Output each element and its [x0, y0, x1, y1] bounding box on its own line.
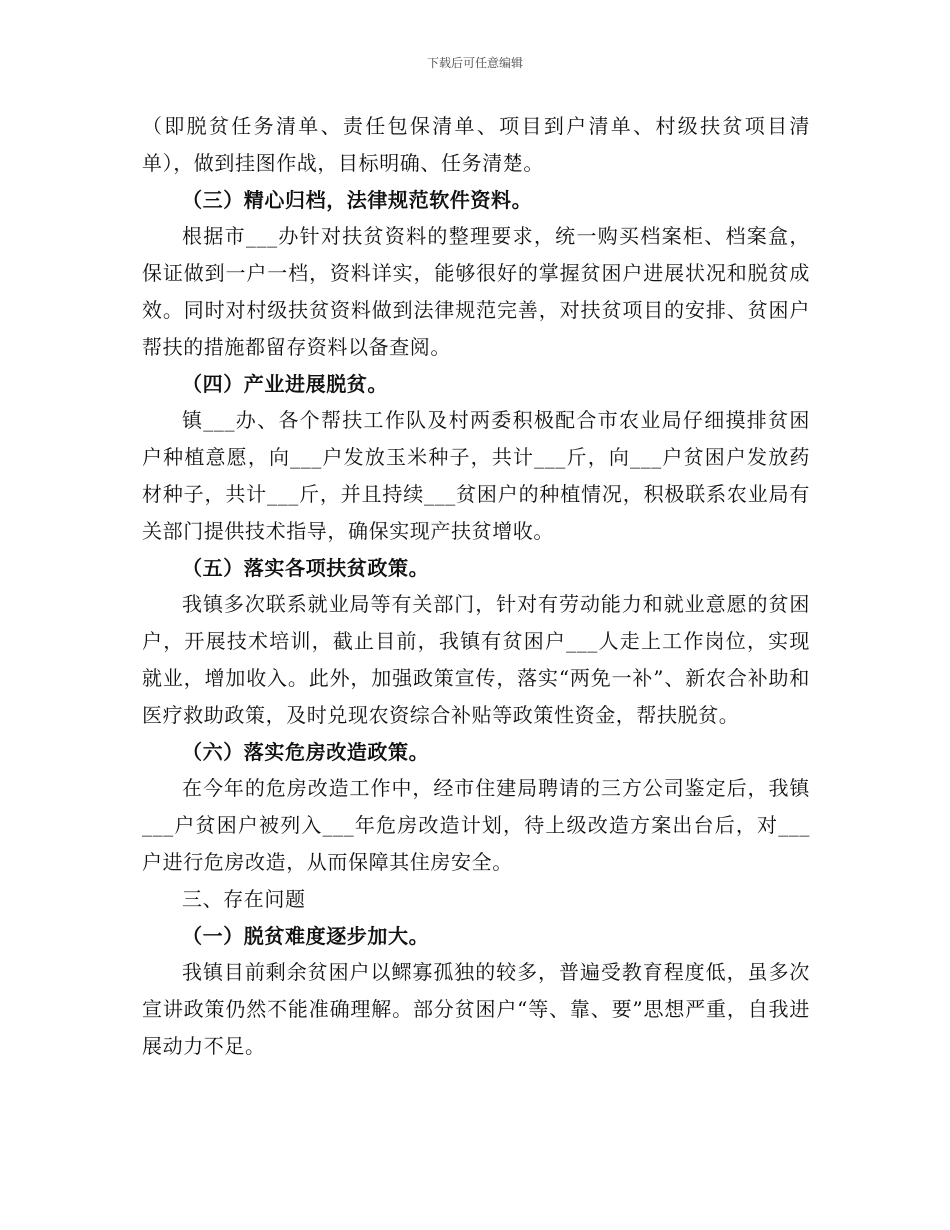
page-header: 下载后可任意编辑: [426, 56, 523, 70]
paragraph-industry: 镇___办、各个帮扶工作队及村两委积极配合市农业局仔细摸排贫困户种植意愿，向___户发放玉米种子，共计___斤，向___户贫困户发放药材种子，共计___斤，并且持续___贫困户的种植情况，积极联系农业局有关部门提供技术指导，确保实现产扶贫增收。: [142, 408, 810, 543]
paragraph-housing: 在今年的危房改造工作中，经市住建局聘请的三方公司鉴定后，我镇___户贫困户被列入___年危房改造计划，待上级改造方案出台后，对___户进行危房改造，从而保障其住房安全。: [142, 776, 810, 874]
heading-industry: （四）产业进展脱贫。: [182, 371, 388, 396]
paragraph-policies: 我镇多次联系就业局等有关部门，针对有劳动能力和就业意愿的贫困户，开展技术培训，截止目前，我镇有贫困户___人走上工作岗位，实现就业，增加收入。此外，加强政策宣传，落实“两免一补”、新农合补助和医疗救助政策，及时兑现农资综合补贴等政策性资金，帮扶脱贫。: [142, 592, 810, 727]
paragraph-task-lists: （即脱贫任务清单、责任包保清单、项目到户清单、村级扶贫项目清单），做到挂图作战，目标明确、任务清楚。: [142, 114, 810, 175]
heading-difficulty: （一）脱贫难度逐步加大。: [182, 923, 430, 948]
paragraph-difficulty: 我镇目前剩余贫困户以鳏寡孤独的较多，普遍受教育程度低，虽多次宣讲政策仍然不能准确理解。部分贫困户“等、靠、要”思想严重，自我进展动力不足。: [142, 960, 810, 1058]
heading-policies: （五）落实各项扶贫政策。: [182, 555, 430, 580]
heading-housing: （六）落实危房改造政策。: [182, 739, 430, 764]
document-body: [142, 108, 810, 1065]
section-title-problems: 三、存在问题: [182, 886, 306, 911]
heading-archiving: （三）精心归档，法律规范软件资料。: [182, 187, 533, 212]
paragraph-archiving: 根据市___办针对扶贫资料的整理要求，统一购买档案柜、档案盒，保证做到一户一档，资料详实，能够很好的掌握贫困户进展状况和脱贫成效。同时对村级扶贫资料做到法律规范完善，对扶贫项目的安排、贫困户帮扶的措施都留存资料以备查阅。: [142, 224, 810, 359]
